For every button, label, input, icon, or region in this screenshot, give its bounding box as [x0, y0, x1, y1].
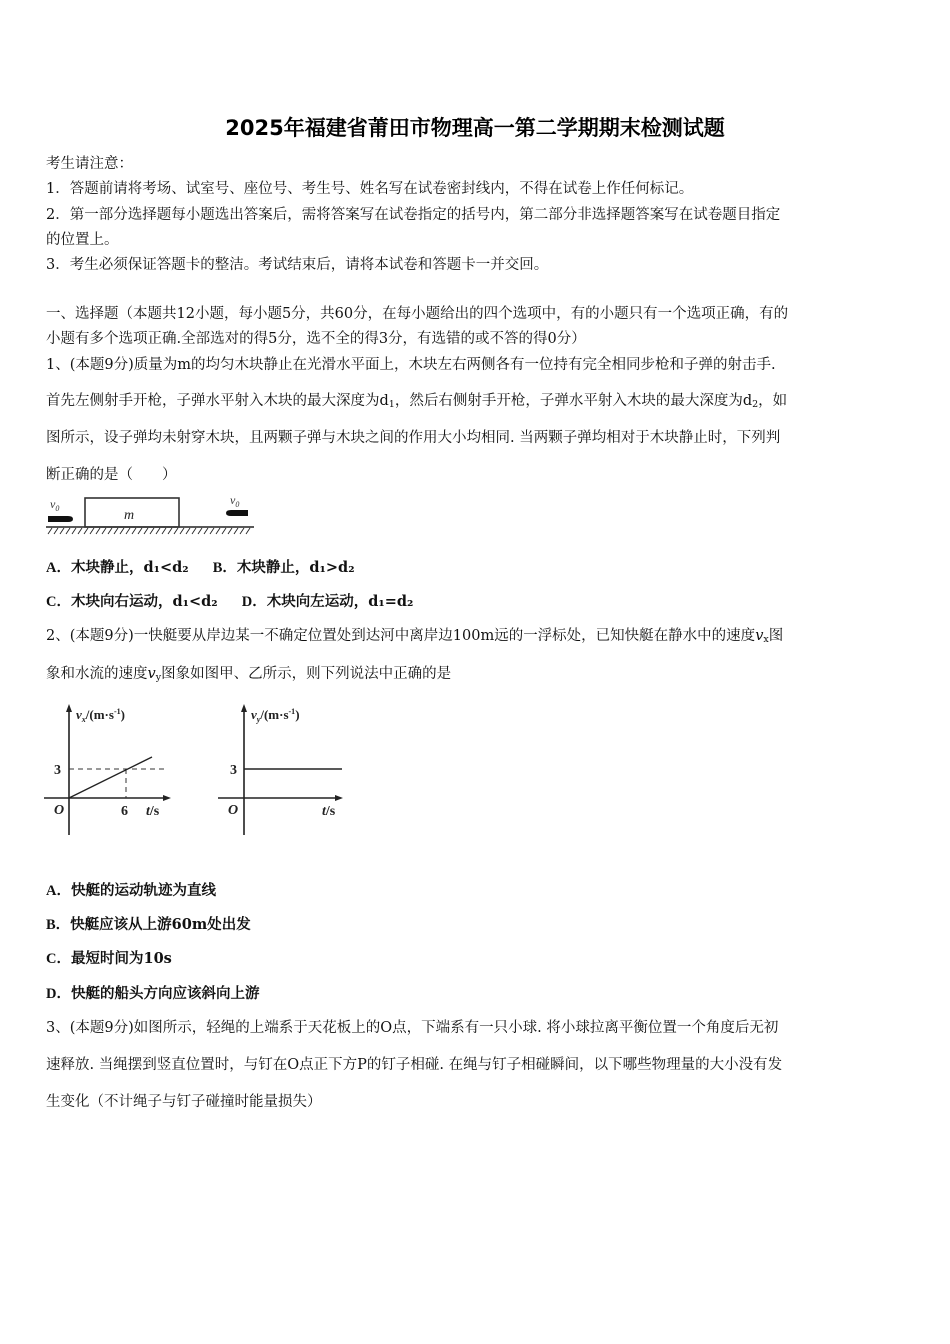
left-velocity-label: $v_0$ [50, 497, 60, 513]
option-letter: A． [46, 883, 71, 899]
option-letter: C． [46, 594, 71, 610]
page-title: 2025年福建省莆田市物理高一第二学期期末检测试题 [225, 116, 725, 140]
q1-text: 首先左侧射手开枪，子弹水平射入木块的最大深度为d [46, 393, 389, 409]
option-c-relation: d₁<d₂ [172, 593, 218, 610]
option-b-text: 木块静止， [236, 559, 310, 576]
x-axis-arrow-icon [163, 795, 171, 801]
vx-axis-label: $v_x/(m\cdot s^{-1})$ [76, 707, 125, 724]
q2-text: 图象如图甲、乙所示，则下列说法中正确的是 [161, 666, 452, 682]
vx-t-graph [42, 700, 177, 835]
subscript: y [155, 672, 162, 683]
option-a-text: 木块静止， [70, 559, 144, 576]
origin-label: O [228, 803, 239, 818]
option-c-text: 木块向右运动， [70, 593, 173, 610]
q1-text: ，如 [758, 393, 788, 409]
vx-line [69, 757, 152, 798]
y-tick-3: 3 [230, 763, 237, 778]
option-letter: B． [212, 560, 237, 576]
q1-options-row-2 [46, 590, 413, 611]
t-axis-label: t/s [322, 804, 336, 819]
q2-line-2 [46, 662, 451, 683]
notice-item-1: 1．答题前请将考场、试室号、座位号、考生号、姓名写在试卷密封线内，不得在试卷上作任何标记。 [46, 181, 694, 197]
q2-option-d [46, 982, 259, 1003]
option-letter: A． [46, 560, 71, 576]
option-d-text: 木块向左运动， [266, 593, 369, 610]
q2-text: 图 [768, 628, 784, 644]
y-axis-arrow-icon [66, 704, 72, 712]
q2-option-c [46, 947, 172, 968]
q2-text: 2、(本题9分)一快艇要从岸边某一不确定位置处到达河中离岸边100m远的一浮标处，已知快艇在静水中的速度 [46, 628, 756, 644]
q3-line-3: 生变化（不计绳子与钉子碰撞时能量损失） [46, 1094, 322, 1110]
x-axis-arrow-icon [335, 795, 343, 801]
notice-item-3: 3．考生必须保证答题卡的整洁。考试结束后，请将本试卷和答题卡一并交回。 [46, 257, 549, 273]
vy-axis-label: $v_y/(m\cdot s^{-1})$ [251, 707, 300, 724]
q2-line-1 [46, 624, 783, 645]
q1-text: ，然后右侧射手开枪，子弹水平射入木块的最大深度为d [394, 393, 753, 409]
q1-line-4: 断正确的是（ ） [46, 467, 177, 483]
option-text: 快艇的船头方向应该斜向上游 [70, 985, 260, 1002]
option-letter: B． [46, 917, 71, 933]
option-b-relation: d₁>d₂ [309, 559, 355, 576]
q2-text: 象和水流的速度 [46, 666, 148, 682]
x-tick-6: 6 [121, 804, 128, 819]
option-a-relation: d₁<d₂ [143, 559, 189, 576]
left-bullet-icon [48, 516, 73, 522]
q1-block-bullet-figure [44, 490, 259, 536]
q1-line-3: 图所示，设子弹均未射穿木块，且两颗子弹与木块之间的作用大小均相同. 当两颗子弹均相对于木块静止时，下列判 [46, 430, 781, 446]
subscript: 2 [752, 399, 759, 410]
right-bullet-icon [226, 510, 248, 516]
block-mass-label: m [124, 508, 135, 523]
subscript: x [763, 634, 769, 645]
q1-line-1: 1、(本题9分)质量为m的均匀木块静止在光滑水平面上，木块左右两侧各有一位持有完全相同步枪和子弹的射击手. [46, 357, 776, 373]
section-1-instructions: 一、选择题（本题共12小题，每小题5分，共60分，在每小题给出的四个选项中，有的小题只有一个选项正确，有的 [46, 306, 789, 322]
ground-hatch [46, 527, 254, 534]
y-tick-3: 3 [54, 763, 61, 778]
option-text: 最短时间为10s [70, 950, 172, 967]
notice-item-2-cont: 的位置上。 [46, 232, 119, 248]
q2-option-a [46, 879, 216, 900]
q1-options-row-1 [46, 556, 355, 577]
q3-line-1: 3、(本题9分)如图所示，轻绳的上端系于天花板上的O点，下端系有一只小球. 将小球拉离平衡位置一个角度后无初 [46, 1020, 779, 1036]
t-axis-label: t/s [146, 804, 160, 819]
right-velocity-label: $v_0$ [230, 493, 240, 509]
option-letter: D． [241, 594, 267, 610]
vy-t-graph [214, 700, 349, 835]
origin-label: O [54, 803, 65, 818]
y-axis-arrow-icon [241, 704, 247, 712]
q2-option-b [46, 913, 251, 934]
option-d-relation: d₁=d₂ [368, 593, 414, 610]
option-letter: C． [46, 951, 71, 967]
option-letter: D． [46, 986, 71, 1002]
q1-line-2 [46, 389, 787, 410]
variable-vx: v [755, 628, 764, 644]
q3-line-2: 速释放. 当绳摆到竖直位置时，与钉在O点正下方P的钉子相碰. 在绳与钉子相碰瞬间，以下哪些物理量的大小没有发 [46, 1057, 783, 1073]
notice-item-2: 2．第一部分选择题每小题选出答案后，需将答案写在试卷指定的括号内，第二部分非选择题答案写在试卷题目指定 [46, 207, 781, 223]
notice-heading: 考生请注意： [46, 156, 133, 172]
option-text: 快艇应该从上游60m处出发 [70, 916, 251, 933]
variable-vy: v [147, 666, 156, 682]
subscript: 1 [388, 399, 395, 410]
option-text: 快艇的运动轨迹为直线 [70, 882, 216, 899]
section-1-instructions-cont: 小题有多个选项正确.全部选对的得5分，选不全的得3分，有选错的或不答的得0分） [46, 331, 586, 347]
